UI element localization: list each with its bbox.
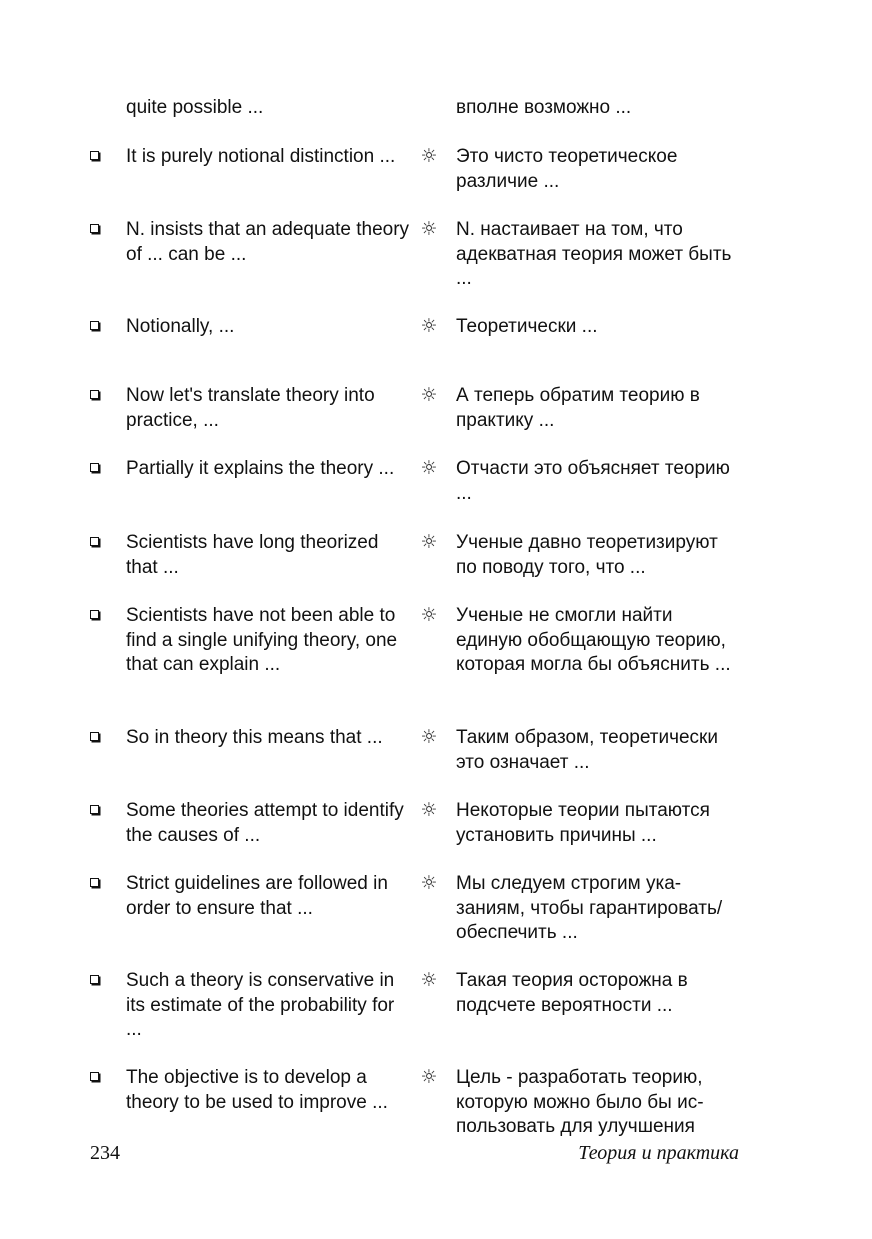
russian-translation: Ученые не смогли найти единую обобщающую теорию, которая могла бы объяснить ... (456, 605, 731, 675)
russian-translation: Это чисто теоретическое различие ... (456, 146, 678, 192)
russian-translation: Отчасти это объясняет теорию ... (456, 458, 730, 504)
russian-translation: вполне возможно ... (456, 97, 632, 118)
english-phrase: Strict guidelines are followed in order to ensure that ... (126, 873, 388, 919)
russian-translation: Цель - разработать теорию, которую можно было бы использовать для улучшения (456, 1067, 704, 1137)
english-phrase: N. insists that an adequate theory of ... can be ... (126, 219, 410, 265)
english-phrase: The objective is to develop a theory to be used to improve ... (126, 1067, 388, 1113)
checkbox-bullet-icon (90, 975, 99, 984)
sun-bullet-icon: ☼ (420, 799, 438, 821)
russian-translation: Теоретически ... (456, 316, 598, 337)
sun-bullet-icon: ☼ (420, 969, 438, 991)
sun-bullet-icon: ☼ (420, 726, 438, 748)
sun-bullet-icon: ☼ (420, 604, 438, 626)
checkbox-bullet-icon (90, 805, 99, 814)
english-phrase: quite possible ... (126, 97, 264, 118)
checkbox-bullet-icon (90, 390, 99, 399)
sun-bullet-icon: ☼ (420, 315, 438, 337)
russian-translation: А теперь обратим теорию в практику ... (456, 385, 700, 431)
sun-bullet-icon: ☼ (420, 872, 438, 894)
running-footer-title: Теория и практика (578, 1142, 739, 1164)
english-phrase: Now let's translate theory into practice, ... (126, 385, 375, 431)
sun-bullet-icon: ☼ (420, 384, 438, 406)
english-phrase: Scientists have long theorized that ... (126, 532, 379, 578)
russian-translation: Мы следуем строгим указаниям, чтобы гарантировать/ обеспечить ... (456, 873, 723, 943)
sun-bullet-icon: ☼ (420, 1066, 438, 1088)
sun-bullet-icon: ☼ (420, 218, 438, 240)
english-phrase: Some theories attempt to identify the causes of ... (126, 800, 404, 846)
sun-bullet-icon: ☼ (420, 531, 438, 553)
checkbox-bullet-icon (90, 732, 99, 741)
russian-translation: Некоторые теории пытаются установить причины ... (456, 800, 710, 846)
russian-translation: Таким образом, теоретически это означает ... (456, 727, 718, 773)
sun-bullet-icon: ☼ (420, 457, 438, 479)
checkbox-bullet-icon (90, 224, 99, 233)
english-phrase: It is purely notional distinction ... (126, 146, 396, 167)
english-phrase: Scientists have not been able to find a single unifying theory, one that can explain ... (126, 605, 398, 675)
english-phrase: Partially it explains the theory ... (126, 458, 395, 479)
checkbox-bullet-icon (90, 878, 99, 887)
russian-translation: N. настаивает на том, что адекватная теория может быть ... (456, 219, 732, 289)
checkbox-bullet-icon (90, 321, 99, 330)
checkbox-bullet-icon (90, 537, 99, 546)
english-phrase: Such a theory is conservative in its estimate of the probability for ... (126, 970, 395, 1040)
russian-translation: Такая теория осторожна в подсчете вероятности ... (456, 970, 688, 1016)
sun-bullet-icon: ☼ (420, 145, 438, 167)
checkbox-bullet-icon (90, 1072, 99, 1081)
page-number: 234 (90, 1142, 120, 1164)
checkbox-bullet-icon (90, 610, 99, 619)
english-phrase: Notionally, ... (126, 316, 235, 337)
checkbox-bullet-icon (90, 151, 99, 160)
checkbox-bullet-icon (90, 463, 99, 472)
english-phrase: So in theory this means that ... (126, 727, 383, 748)
russian-translation: Ученые давно теоретизируют по поводу того, что ... (456, 532, 718, 578)
